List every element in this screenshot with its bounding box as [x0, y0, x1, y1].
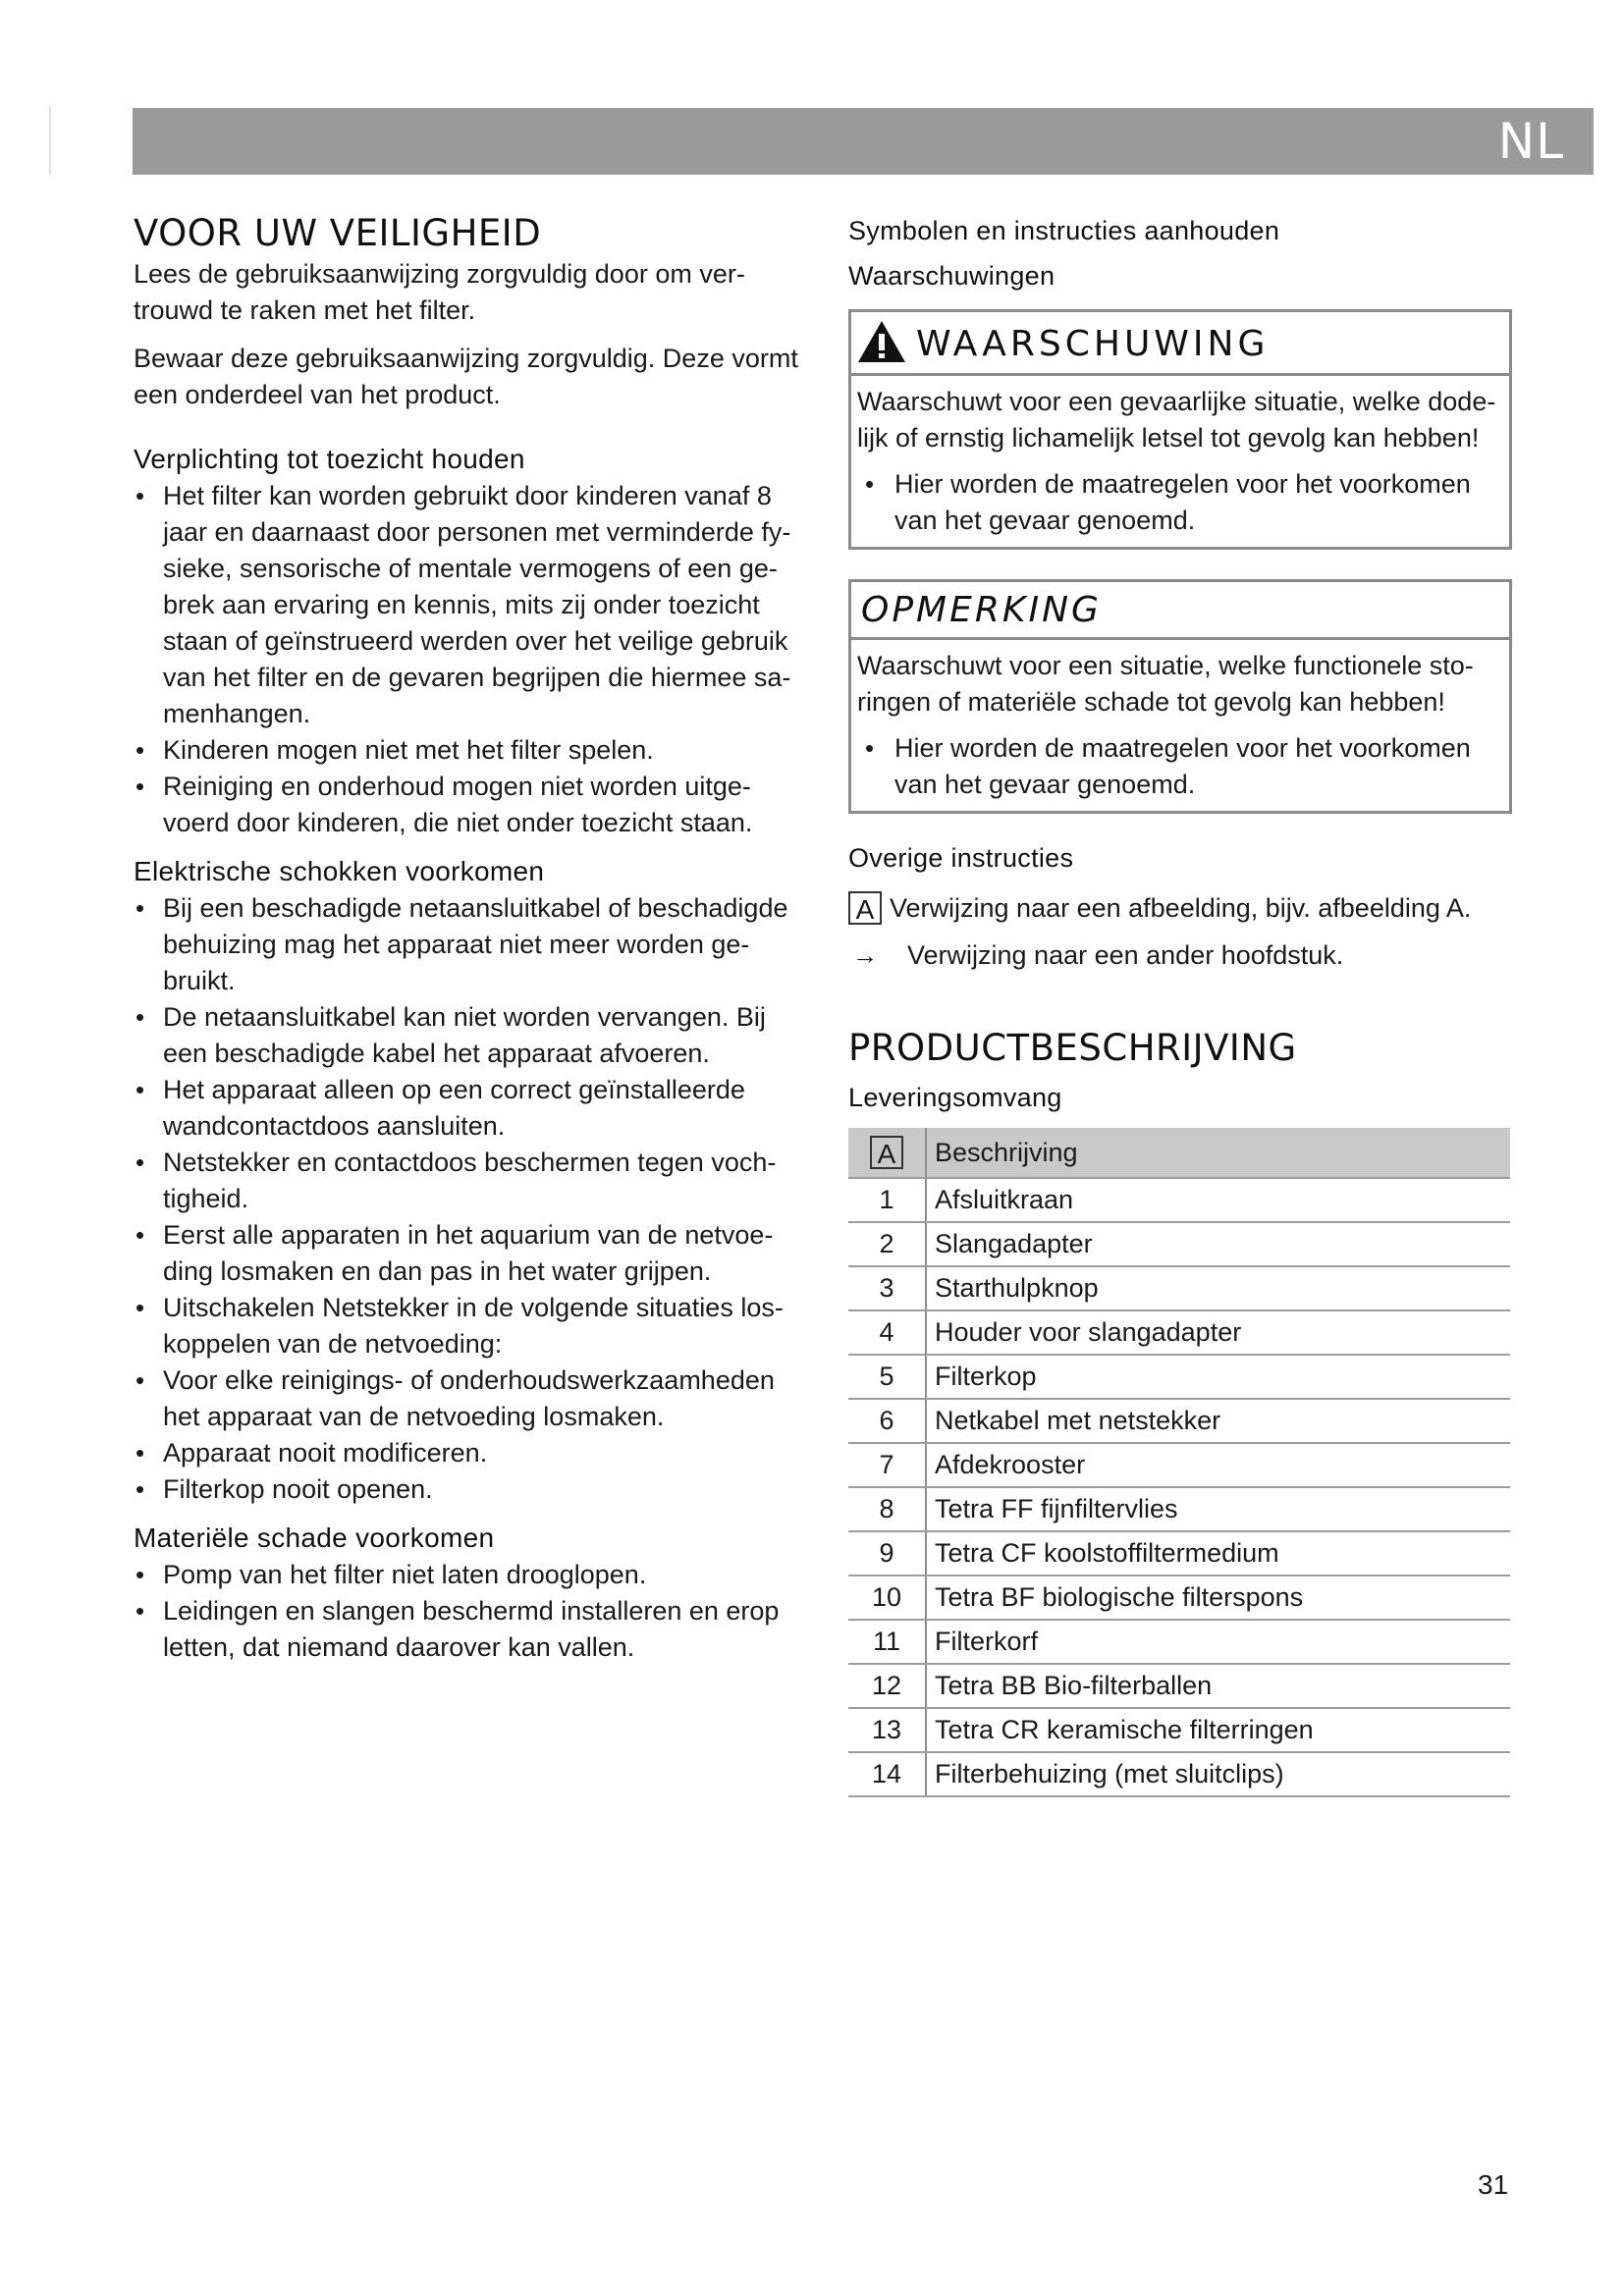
section-title-product: PRODUCTBESCHRIJVING	[848, 1027, 1297, 1069]
list-item: • De netaansluitkabel kan niet worden vervangen. Bij een beschadigde kabel het apparaat afvoeren.	[134, 999, 801, 1072]
list-item: • Hier worden de maatregelen voor het voorkomen van het gevaar genoemd.	[857, 466, 1501, 539]
table-row	[848, 1310, 1510, 1355]
table-cell-num: 14	[848, 1752, 926, 1796]
note-text: Waarschuwt voor een situatie, welke functionele sto- ringen of materiële schade tot gevolg kan hebben!	[857, 651, 1474, 717]
warning-box-header	[851, 312, 1509, 376]
table-row	[848, 1531, 1510, 1575]
table-row	[848, 1443, 1510, 1487]
warnings-heading: Waarschuwingen	[848, 261, 1056, 291]
section-title-safety: VOOR UW VEILIGHEID	[134, 212, 542, 254]
table-row	[848, 1620, 1510, 1664]
right-column	[848, 211, 1512, 1797]
figure-reference-line	[848, 888, 1512, 928]
bullet-list	[134, 478, 801, 841]
note-box-header	[851, 582, 1509, 640]
delivery-heading: Leveringsomvang	[848, 1083, 1062, 1112]
page-edge-mark	[49, 106, 51, 175]
table-cell-num: 11	[848, 1620, 926, 1664]
list-item: • Kinderen mogen niet met het filter spelen.	[134, 732, 801, 769]
symbols-heading: Symbolen en instructies aanhouden	[848, 216, 1280, 245]
warning-box	[848, 309, 1512, 550]
table-cell-desc: Slangadapter	[926, 1222, 1510, 1266]
table-cell-num: 1	[848, 1178, 926, 1222]
table-cell-num: 3	[848, 1266, 926, 1310]
language-code: NL	[1497, 113, 1564, 170]
list-item: • Apparaat nooit modificeren.	[134, 1435, 801, 1471]
note-body	[851, 640, 1509, 811]
table-cell-num: 4	[848, 1310, 926, 1355]
table-row	[848, 1708, 1510, 1752]
warning-triangle-icon	[856, 319, 907, 364]
list-item: • Voor elke reinigings- of onderhoudswerkzaamheden het apparaat van de netvoeding losmaken.	[134, 1362, 801, 1435]
list-item: • Hier worden de maatregelen voor het voorkomen van het gevaar genoemd.	[857, 730, 1501, 803]
table-cell-num: 13	[848, 1708, 926, 1752]
table-cell-num: 9	[848, 1531, 926, 1575]
table-row	[848, 1222, 1510, 1266]
figure-reference-text: Verwijzing naar een afbeelding, bijv. afbeelding A.	[890, 893, 1472, 923]
arrow-right-icon: →	[852, 940, 878, 970]
table-row	[848, 1355, 1510, 1399]
chapter-reference-line	[848, 935, 1512, 975]
table-cell-num: 5	[848, 1355, 926, 1399]
subsection-heading: Materiële schade voorkomen	[134, 1522, 495, 1553]
table-row	[848, 1487, 1510, 1531]
warning-text: Waarschuwt voor een gevaarlijke situatie, welke dode- lijk of ernstig lichamelijk letsel tot gevolg kan hebben!	[857, 387, 1496, 453]
left-column	[134, 211, 801, 1666]
table-row	[848, 1399, 1510, 1443]
table-cell-desc: Tetra CR keramische filterringen	[926, 1708, 1510, 1752]
note-box	[848, 579, 1512, 814]
table-cell-desc: Tetra BF biologische filterspons	[926, 1575, 1510, 1620]
table-cell-desc: Tetra FF fijnfiltervlies	[926, 1487, 1510, 1531]
table-row	[848, 1664, 1510, 1708]
table-cell-num: 2	[848, 1222, 926, 1266]
table-cell-desc: Filterkorf	[926, 1620, 1510, 1664]
bullet-list	[134, 890, 801, 1508]
table-cell-desc: Afsluitkraan	[926, 1178, 1510, 1222]
chapter-reference-text: Verwijzing naar een ander hoofdstuk.	[907, 940, 1344, 970]
subsection-heading: Elektrische schokken voorkomen	[134, 856, 545, 886]
figure-reference-box: A	[848, 891, 882, 925]
table-cell-num: 12	[848, 1664, 926, 1708]
table-cell-desc: Tetra CF koolstoffiltermedium	[926, 1531, 1510, 1575]
table-row	[848, 1575, 1510, 1620]
table-cell-desc: Filterbehuizing (met sluitclips)	[926, 1752, 1510, 1796]
list-item: • Pomp van het filter niet laten drooglopen.	[134, 1557, 801, 1593]
warning-body	[851, 376, 1509, 547]
warning-title: WAARSCHUWING	[916, 324, 1270, 364]
table-cell-desc: Houder voor slangadapter	[926, 1310, 1510, 1355]
table-row	[848, 1178, 1510, 1222]
intro-paragraph: Lees de gebruiksaanwijzing zorgvuldig door om ver- trouwd te raken met het filter.	[134, 259, 745, 325]
list-item: • Netstekker en contactdoos beschermen tegen voch- tigheid.	[134, 1145, 801, 1217]
table-header-ref-box: A	[870, 1136, 903, 1169]
table-cell-num: 10	[848, 1575, 926, 1620]
table-header-row	[848, 1128, 1510, 1178]
list-item: • Eerst alle apparaten in het aquarium van de netvoe- ding losmaken en dan pas in het water grijpen.	[134, 1217, 801, 1290]
list-item: • Filterkop nooit openen.	[134, 1471, 801, 1508]
other-instructions-heading: Overige instructies	[848, 843, 1074, 873]
warning-bullets	[857, 466, 1501, 539]
table-cell-num: 6	[848, 1399, 926, 1443]
list-item: • Het filter kan worden gebruikt door kinderen vanaf 8 jaar en daarnaast door personen met verminderde fy- sieke, sensorische of mentale vermogens of een ge- brek aan ervaring en kennis, mits zij onder toezicht staan of geïnstrueerd werden over het veilige gebruik van het filter en de gevaren begrijpen die hiermee sa- menhangen.	[134, 478, 801, 732]
page-number: 31	[1478, 2169, 1509, 2200]
note-bullets	[857, 730, 1501, 803]
list-item: • Bij een beschadigde netaansluitkabel of beschadigde behuizing mag het apparaat niet meer worden ge- bruikt.	[134, 890, 801, 999]
table-cell-num: 7	[848, 1443, 926, 1487]
intro-paragraph: Bewaar deze gebruiksaanwijzing zorgvuldig. Deze vormt een onderdeel van het product.	[134, 344, 798, 409]
table-cell-desc: Starthulpknop	[926, 1266, 1510, 1310]
table-row	[848, 1266, 1510, 1310]
list-item: • Uitschakelen Netstekker in de volgende situaties los- koppelen van de netvoeding:	[134, 1290, 801, 1362]
table-cell-desc: Filterkop	[926, 1355, 1510, 1399]
header-bar	[133, 108, 1594, 175]
parts-table	[848, 1128, 1510, 1797]
list-item: • Reiniging en onderhoud mogen niet worden uitge- voerd door kinderen, die niet onder toezicht staan.	[134, 769, 801, 841]
table-cell-num: 8	[848, 1487, 926, 1531]
subsection-heading: Verplichting tot toezicht houden	[134, 444, 525, 474]
table-cell-desc: Afdekrooster	[926, 1443, 1510, 1487]
bullet-list	[134, 1557, 801, 1666]
table-row	[848, 1752, 1510, 1796]
list-item: • Leidingen en slangen beschermd installeren en erop letten, dat niemand daarover kan vallen.	[134, 1593, 801, 1666]
list-item: • Het apparaat alleen op een correct geïnstalleerde wandcontactdoos aansluiten.	[134, 1072, 801, 1145]
note-title: OPMERKING	[861, 590, 1102, 630]
table-cell-desc: Tetra BB Bio-filterballen	[926, 1664, 1510, 1708]
table-header-cell	[848, 1128, 926, 1178]
table-header-cell: Beschrijving	[926, 1128, 1510, 1178]
table-cell-desc: Netkabel met netstekker	[926, 1399, 1510, 1443]
